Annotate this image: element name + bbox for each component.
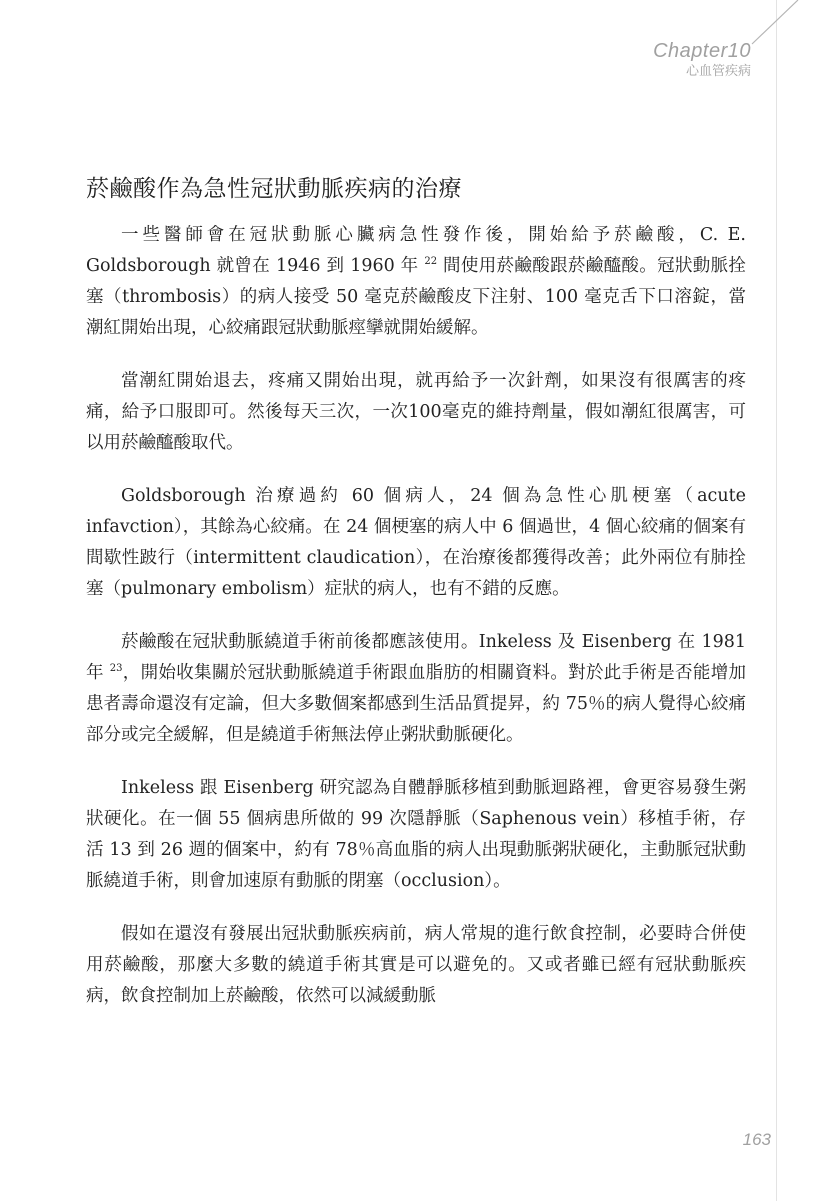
paragraph-4-text-a: 菸鹼酸在冠狀動脈繞道手術前後都應該使用。Inkeless 及 Eisenberg 在 1981 年 <box>86 632 746 683</box>
reference-22: 22 <box>424 256 438 268</box>
paragraph-2: 當潮紅開始退去，疼痛又開始出現，就再給予一次針劑，如果沒有很厲害的疼痛，給予口服即可。然後每天三次，一次100毫克的維持劑量，假如潮紅很厲害，可以用菸鹼醯酸取代。 <box>86 371 746 453</box>
paragraph-1-text-b: 間使用菸鹼酸跟菸鹼醯酸。冠狀動脈拴塞（thrombosis）的病人接受 50 毫克菸鹼酸皮下注射、100 毫克舌下口溶錠，當潮紅開始出現，心絞痛跟冠狀動脈痙攣就開始緩解。 <box>86 256 746 338</box>
page-edge-line <box>776 0 777 1201</box>
section-title: 菸鹼酸作為急性冠狀動脈疾病的治療 <box>86 176 462 202</box>
paragraph-3: Goldsborough 治療過約 60 個病人，24 個為急性心肌梗塞（acute infavction），其餘為心絞痛。在 24 個梗塞的病人中 6 個過世，4 個心絞痛的個案有間歇性跛行（intermittent claudication），在治療後都獲得改善；此外兩位有肺拴塞（pulmonary embolism）症狀的病人，也有不錯的反應。 <box>86 486 746 599</box>
reference-23: 23 <box>109 663 123 675</box>
paragraph-6: 假如在還沒有發展出冠狀動脈疾病前，病人常規的進行飲食控制，必要時合併使用菸鹼酸，那麼大多數的繞道手術其實是可以避免的。又或者雖已經有冠狀動脈疾病，飲食控制加上菸鹼酸，依然可以減緩動脈 <box>86 924 746 1006</box>
chapter-subtitle: 心血管疾病 <box>685 63 751 78</box>
page-number: 163 <box>742 1130 771 1149</box>
body-text <box>86 220 746 1034</box>
chapter-header <box>653 40 751 78</box>
paragraph-1 <box>86 220 746 344</box>
chapter-number: Chapter10 <box>653 40 751 62</box>
paragraph-4-text-b: ，開始收集關於冠狀動脈繞道手術跟血脂肪的相關資料。對於此手術是否能增加患者壽命還沒有定論，但大多數個案都感到生活品質提昇，約 75％的病人覺得心絞痛部分或完全緩解，但是繞道手術無法停止粥狀動脈硬化。 <box>86 663 747 745</box>
paragraph-5: Inkeless 跟 Eisenberg 研究認為自體靜脈移植到動脈迴路裡，會更容易發生粥狀硬化。在一個 55 個病患所做的 99 次隱靜脈（Saphenous vein）移植手術，存活 13 到 26 週的個案中，約有 78％高血脂的病人出現動脈粥狀硬化，主動脈冠狀動脈繞道手術，則會加速原有動脈的閉塞（occlusion）。 <box>86 778 746 891</box>
paragraph-4 <box>86 627 746 751</box>
paragraph-1-text-a: 一些醫師會在冠狀動脈心臟病急性發作後，開始給予菸鹼酸，C. E. Goldsborough 就曾在 1946 到 1960 年 <box>86 225 746 276</box>
